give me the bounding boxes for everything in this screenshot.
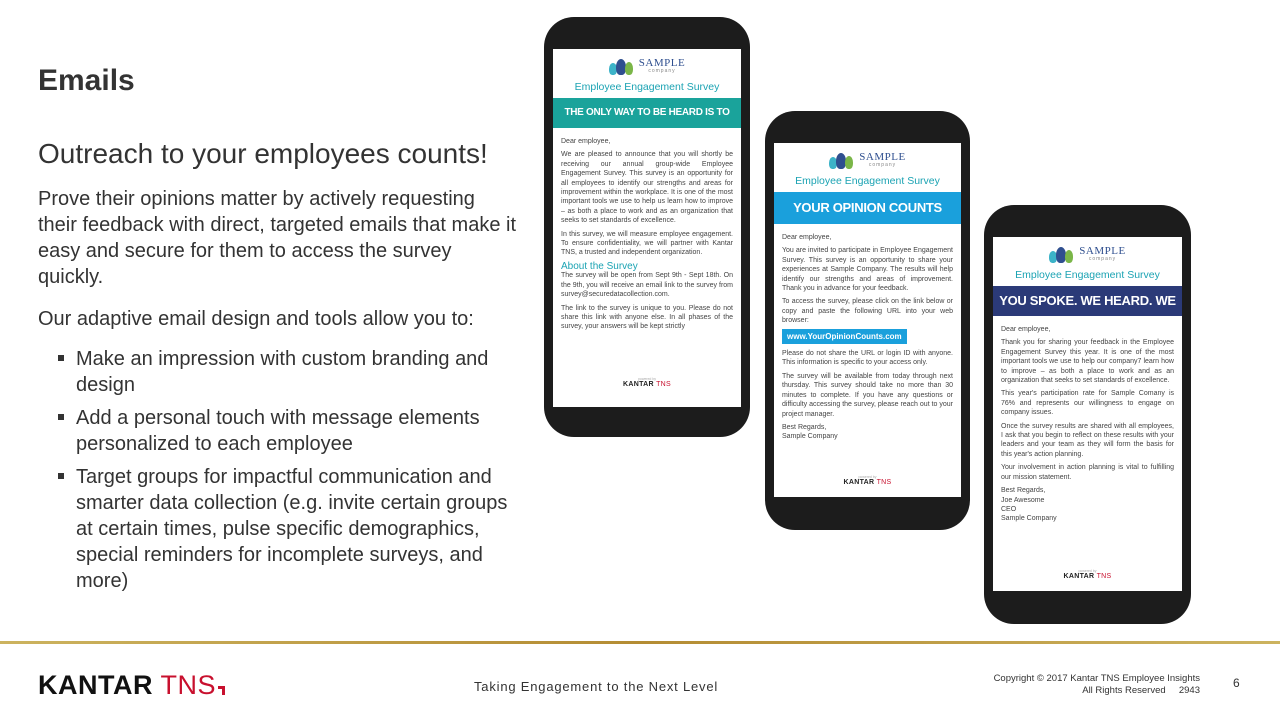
footer-divider bbox=[0, 641, 1280, 644]
people-logo-icon bbox=[829, 151, 855, 169]
phone-mockup-3 bbox=[984, 205, 1191, 624]
sample-company-logo: SAMPLE company bbox=[774, 151, 961, 169]
tagline: Taking Engagement to the Next Level bbox=[474, 679, 719, 694]
phone-mockup-2 bbox=[765, 111, 970, 530]
people-logo-icon bbox=[1049, 245, 1075, 263]
email-body: Dear employee, Thank you for sharing your feedback in the Employee Engagement Survey this year. It is one of the most important tools we use to help our company7 learn how to improve – as both a place to work and as an organization that seeks to set standards of excellence. This year's participation rate for Sample Comany is 76% and represents our willingness to engage on company issues. Once the survey results are shared with all employees, I ask that you begin to reflect on these results with your leaders and your team as they will form the basis for this year's action planning. Your involvement in action planning is vital to fulfilling our mission statement. Best Regards, Joe Awesome CEO Sample Company bbox=[1001, 326, 1174, 523]
email-banner: YOUR OPINION COUNTS bbox=[774, 192, 961, 224]
survey-title: Employee Engagement Survey bbox=[574, 81, 720, 93]
survey-url-link[interactable]: www.YourOpinionCounts.com bbox=[782, 329, 907, 344]
bullet-icon bbox=[58, 473, 64, 479]
intro-paragraph: Prove their opinions matter by actively requesting their feedback with direct, targeted emails that make it easy and secure for them to access the survey quickly. bbox=[38, 188, 517, 288]
copyright: Copyright © 2017 Kantar TNS Employee Insights All Rights Reserved 2943 bbox=[993, 673, 1200, 696]
list-item: Target groups for impactful communication and smarter data collection (e.g. invite certain groups at certain times, pulse specific demographics, special reminders for incomplete surveys, and more) bbox=[58, 464, 518, 594]
kantar-powered-logo: powered by KANTAR TNS bbox=[774, 475, 961, 497]
survey-title: Employee Engagement Survey bbox=[1015, 269, 1160, 281]
survey-title: Employee Engagement Survey bbox=[795, 175, 940, 187]
phone-mockup-1 bbox=[544, 17, 750, 437]
list-item: Add a personal touch with message elements personalized to each employee bbox=[58, 405, 518, 457]
people-logo-icon bbox=[609, 57, 635, 75]
section-heading: About the Survey bbox=[561, 260, 638, 272]
slide-title: Emails bbox=[38, 64, 135, 97]
sample-company-logo: SAMPLE company bbox=[993, 245, 1182, 263]
bullet-icon bbox=[58, 414, 64, 420]
kantar-tns-logo: KANTAR TNS bbox=[38, 670, 225, 701]
feature-list bbox=[58, 346, 518, 601]
kantar-powered-logo: powered by KANTAR TNS bbox=[993, 569, 1182, 591]
list-item: Make an impression with custom branding and design bbox=[58, 346, 518, 398]
email-screen bbox=[774, 143, 961, 497]
kantar-powered-logo: powered by KANTAR TNS bbox=[553, 377, 741, 407]
slide-subtitle: Outreach to your employees counts! bbox=[38, 138, 488, 169]
email-body: Dear employee, We are pleased to announce that you will shortly be receiving our annual group-wide Employee Engagement Survey. This survey is an opportunity for all employees to identify our strengths and areas for improvement within the workplace. It is one of the most important tools we use to help us learn how to improve – as both a place to work and as an organization that seeks to set standards of excellence. In this survey, we will measure employee engagement. To ensure confidentiality, we will partner with Kantar TNS, a trusted and independent organization. About the Survey The survey will be open from Sept 9th - Sept 18th. On the 9th, you will receive an email link to the survey from survey@securedatacollection.com. The link to the survey is unique to you. Please do not share this link with anyone else. In all phases of the survey, your answers will be kept strictly bbox=[561, 138, 733, 331]
tools-paragraph: Our adaptive email design and tools allow you to: bbox=[38, 308, 474, 330]
email-banner: THE ONLY WAY TO BE HEARD IS TO SPEAK UP bbox=[553, 98, 741, 128]
sample-company-logo: SAMPLE company bbox=[553, 57, 741, 75]
email-screen bbox=[993, 237, 1182, 591]
email-banner: YOU SPOKE. WE HEARD. WE ACT. bbox=[993, 286, 1182, 316]
page-number: 6 bbox=[1233, 676, 1240, 690]
logo-mark-icon bbox=[218, 686, 225, 695]
bullet-icon bbox=[58, 355, 64, 361]
email-screen bbox=[553, 49, 741, 404]
email-body: Dear employee, You are invited to participate in Employee Engagement Survey. This survey is an opportunity to share your experiences at Sample Company. The results will help identify our strengths and areas of improvement. Thank you in advance for your feedback. To access the survey, please click on the link below or copy and paste the following URL into your web browser: www.YourOpinionCounts.com Please do not share the URL or login ID with anyone. This information is specific to your access only. The survey will be available from today through next thursday. This survey should take no more than 30 minutes to complete. If you have any questions or difficulty accessing the survey, please reach out to your project manager. Best Regards, Sample Company bbox=[782, 234, 953, 441]
